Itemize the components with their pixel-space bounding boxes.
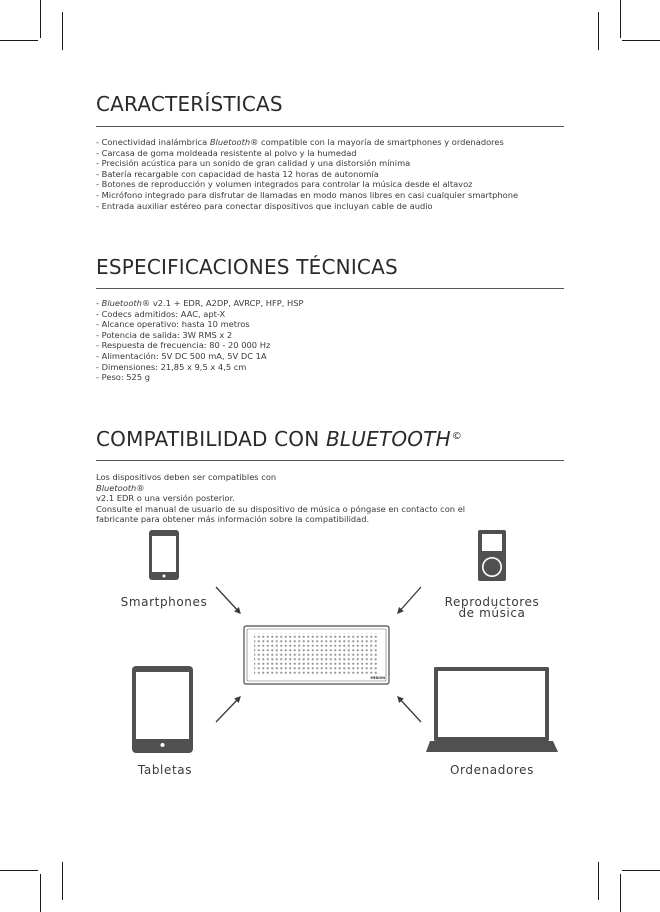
text-segment: - [96, 298, 102, 308]
text-segment: - Batería recargable con capacidad de hasta 12 horas de autonomía [96, 168, 379, 179]
smartphone-icon [149, 530, 179, 580]
label-tablets: Tabletas [137, 763, 193, 777]
tablet-icon [132, 666, 193, 753]
bluetooth-term: Bluetooth® [209, 137, 259, 147]
features-heading: CARACTERÍSTICAS [96, 92, 283, 116]
text-segment: - Alimentación: 5V DC 500 mA, 5V DC 1A [96, 350, 267, 361]
compat-heading-bluetooth: BLUETOOTH [325, 427, 451, 451]
text-segment: - Botones de reproducción y volumen integrados para controlar la música desde el altavoz [96, 179, 473, 190]
text-segment: - Entrada auxiliar estéreo para conectar dispositivos que incluyan cable de audio [96, 200, 433, 211]
text-segment: - Alcance operativo: hasta 10 metros [96, 319, 250, 330]
text-segment: - Precisión acústica para un sonido de gran calidad y una distorsión mínima [96, 158, 411, 169]
compat-heading-mark: © [451, 431, 463, 442]
label-music-players-line1: Reproductores [444, 595, 540, 609]
laptop-icon [426, 667, 558, 752]
compat-heading-prefix: COMPATIBILIDAD CON [96, 427, 326, 451]
text-segment: v2.1 + EDR, A2DP, AVRCP, HFP, HSP [150, 298, 304, 308]
bluetooth-term: Bluetooth® [96, 482, 145, 493]
text-segment: v2.1 EDR o una versión posterior. [96, 493, 235, 504]
text-segment: Consulte el manual de usuario de su dispositivo de música o póngase en contacto con el [96, 503, 466, 514]
label-music-players-line2: de música [458, 606, 526, 620]
arrow-computers [398, 697, 421, 722]
text-segment: - Peso: 525 g [96, 372, 151, 383]
text-segment: - Potencia de salida: 3W RMS x 2 [96, 329, 233, 340]
arrow-music-players [398, 587, 421, 613]
label-computers: Ordenadores [450, 763, 534, 777]
text-segment: fabricante para obtener más información sobre la compatibilidad. [96, 514, 370, 525]
text-segment: - Respuesta de frecuencia: 80 - 20 000 Hz [96, 340, 271, 351]
specs-heading: ESPECIFICACIONES TÉCNICAS [96, 255, 398, 279]
text-segment: - Conectividad inalámbrica [96, 137, 210, 147]
text-segment: - Codecs admitidos: AAC, apt-X [96, 308, 226, 319]
speaker-icon [244, 626, 389, 684]
speaker-brand: MEDION [370, 676, 385, 680]
label-smartphones: Smartphones [120, 595, 208, 609]
text-segment: - Carcasa de goma moldeada resistente al polvo y la humedad [96, 147, 357, 158]
arrow-smartphones [216, 587, 240, 613]
text-segment: - Dimensiones: 21,85 x 9,5 x 4,5 cm [96, 361, 247, 372]
text-segment: compatible con la mayoría de smartphones y ordenadores [258, 137, 504, 147]
text-segment: Los dispositivos deben ser compatibles con [96, 472, 277, 482]
bluetooth-term: Bluetooth® [101, 298, 151, 308]
music-player-icon [478, 530, 506, 581]
arrow-tablets [216, 697, 240, 722]
text-segment: - Micrófono integrado para disfrutar de llamadas en modo manos libres en casi cualquier smartphone [96, 189, 519, 200]
